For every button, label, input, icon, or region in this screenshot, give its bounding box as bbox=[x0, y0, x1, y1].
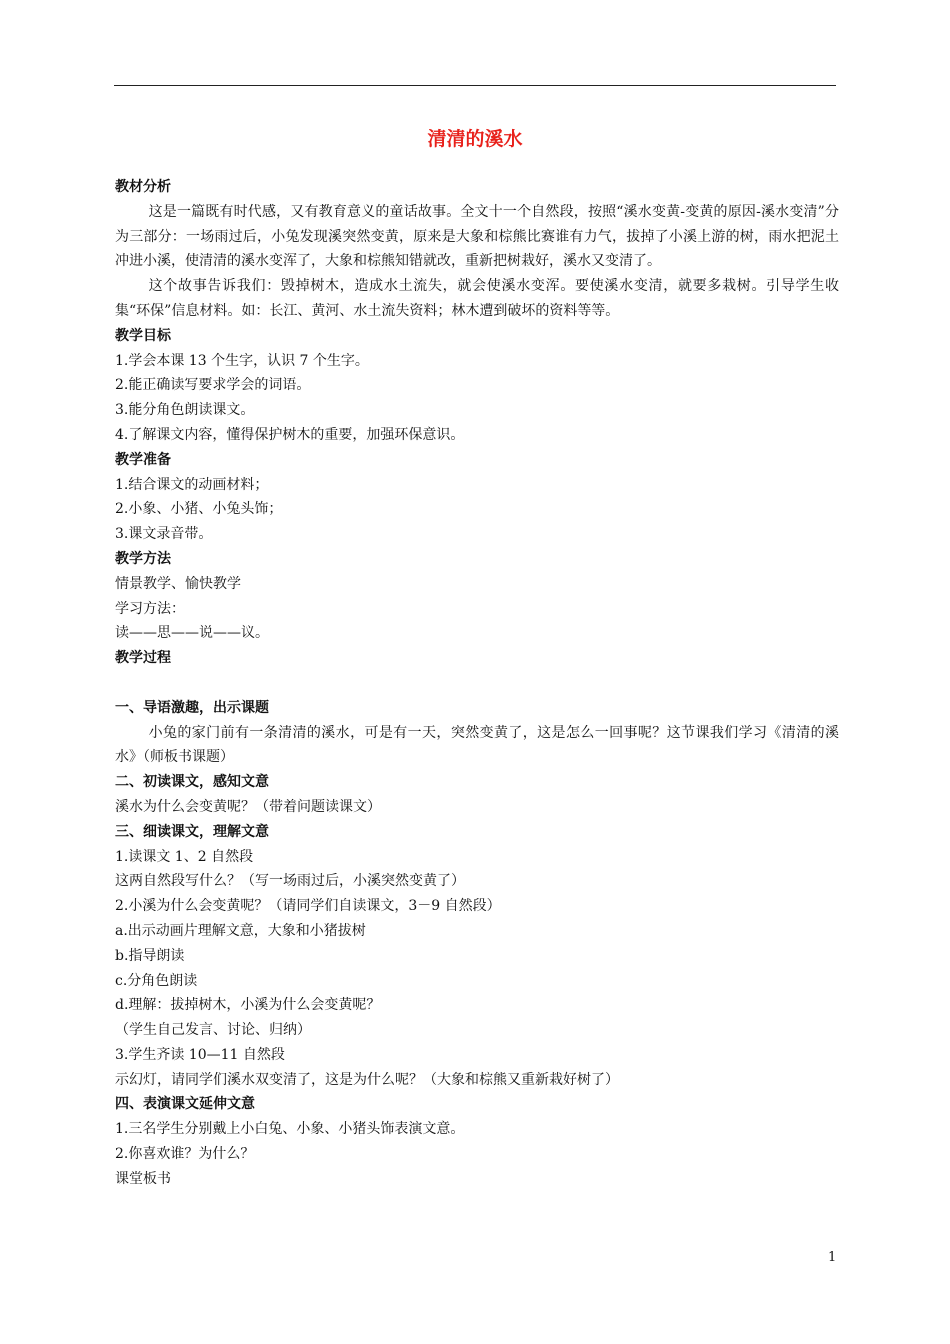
step-heading-4: 四、表演课文延伸文意 bbox=[115, 1096, 255, 1113]
step-heading-1: 一、导语激趣，出示课题 bbox=[115, 699, 269, 716]
method-line: 学习方法： bbox=[115, 600, 185, 617]
step-heading-2: 二、初读课文，感知文意 bbox=[115, 774, 269, 791]
analysis-paragraph-1: 这是一篇既有时代感，又有教育意义的童话故事。全文十一个自然段，按照“溪水变黄-变黄的原因-溪水变清”分为三部分：一场雨过后，小兔发现溪突然变黄，原来是大象和棕熊比赛谁有力气，拔掉了小溪上游的树，雨水把泥土冲进小溪，使清清的溪水变浑了，大象和棕熊知错就改，重新把树栽好，溪水又变清了。 bbox=[115, 203, 839, 270]
step-3-line: b.指导朗读 bbox=[115, 947, 185, 964]
method-line: 读——思——说——议。 bbox=[115, 625, 269, 642]
step-3-line: a.出示动画片理解文意，大象和小猪拔树 bbox=[115, 922, 366, 939]
step-3-line: c.分角色朗读 bbox=[115, 972, 198, 989]
step-2-paragraph: 溪水为什么会变黄呢？（带着问题读课文） bbox=[115, 798, 381, 815]
step-3-line: 示幻灯，请同学们溪水双变清了，这是为什么呢？（大象和棕熊又重新栽好树了） bbox=[115, 1071, 619, 1088]
step-4-line: 2.你喜欢谁？为什么？ bbox=[115, 1146, 255, 1163]
step-3-line: 这两自然段写什么？（写一场雨过后，小溪突然变黄了） bbox=[115, 873, 465, 890]
step-1-paragraph: 小兔的家门前有一条清清的溪水，可是有一天，突然变黄了，这是怎么一回事呢？这节课我们学习《清清的溪水》（师板书课题） bbox=[115, 724, 839, 766]
section-heading-analysis: 教材分析 bbox=[115, 179, 171, 195]
method-line: 情景教学、愉快教学 bbox=[115, 575, 241, 592]
section-heading-process: 教学过程 bbox=[115, 650, 171, 667]
goal-item: 3.能分角色朗读课文。 bbox=[115, 402, 255, 419]
step-heading-3: 三、细读课文，理解文意 bbox=[115, 823, 269, 840]
header-rule bbox=[114, 85, 836, 86]
document-body bbox=[115, 175, 839, 1192]
step-4-line: 课堂板书 bbox=[115, 1170, 171, 1187]
step-3-line: 3.学生齐读 10—11 自然段 bbox=[115, 1046, 285, 1063]
goal-item: 2.能正确读写要求学会的词语。 bbox=[115, 377, 311, 394]
section-heading-goals: 教学目标 bbox=[115, 327, 171, 344]
prep-item: 1.结合课文的动画材料； bbox=[115, 476, 269, 493]
goal-item: 4.了解课文内容，懂得保护树木的重要，加强环保意识。 bbox=[115, 426, 465, 443]
step-3-line: （学生自己发言、讨论、归纳） bbox=[115, 1022, 311, 1039]
section-heading-method: 教学方法 bbox=[115, 550, 171, 567]
goal-item: 1.学会本课 13 个生字，认识 7 个生字。 bbox=[115, 352, 369, 369]
prep-item: 2.小象、小猪、小兔头饰； bbox=[115, 501, 283, 518]
page-number: 1 bbox=[828, 1250, 837, 1265]
step-3-line: d.理解：拔掉树木，小溪为什么会变黄呢？ bbox=[115, 997, 381, 1014]
analysis-paragraph-2: 这个故事告诉我们：毁掉树木，造成水土流失，就会使溪水变浑。要使溪水变清，就要多栽树。引导学生收集“环保”信息材料。如：长江、黄河、水土流失资料；林木遭到破坏的资料等等。 bbox=[115, 278, 839, 319]
section-heading-prep: 教学准备 bbox=[115, 451, 171, 468]
step-3-line: 1.读课文 1、2 自然段 bbox=[115, 848, 254, 865]
step-4-line: 1.三名学生分别戴上小白兔、小象、小猪头饰表演文意。 bbox=[115, 1121, 465, 1138]
prep-item: 3.课文录音带。 bbox=[115, 526, 213, 543]
step-3-line: 2.小溪为什么会变黄呢？（请同学们自读课文，3－9 自然段） bbox=[115, 898, 501, 915]
document-title: 清清的溪水 bbox=[427, 128, 523, 150]
blank-line bbox=[115, 671, 839, 696]
